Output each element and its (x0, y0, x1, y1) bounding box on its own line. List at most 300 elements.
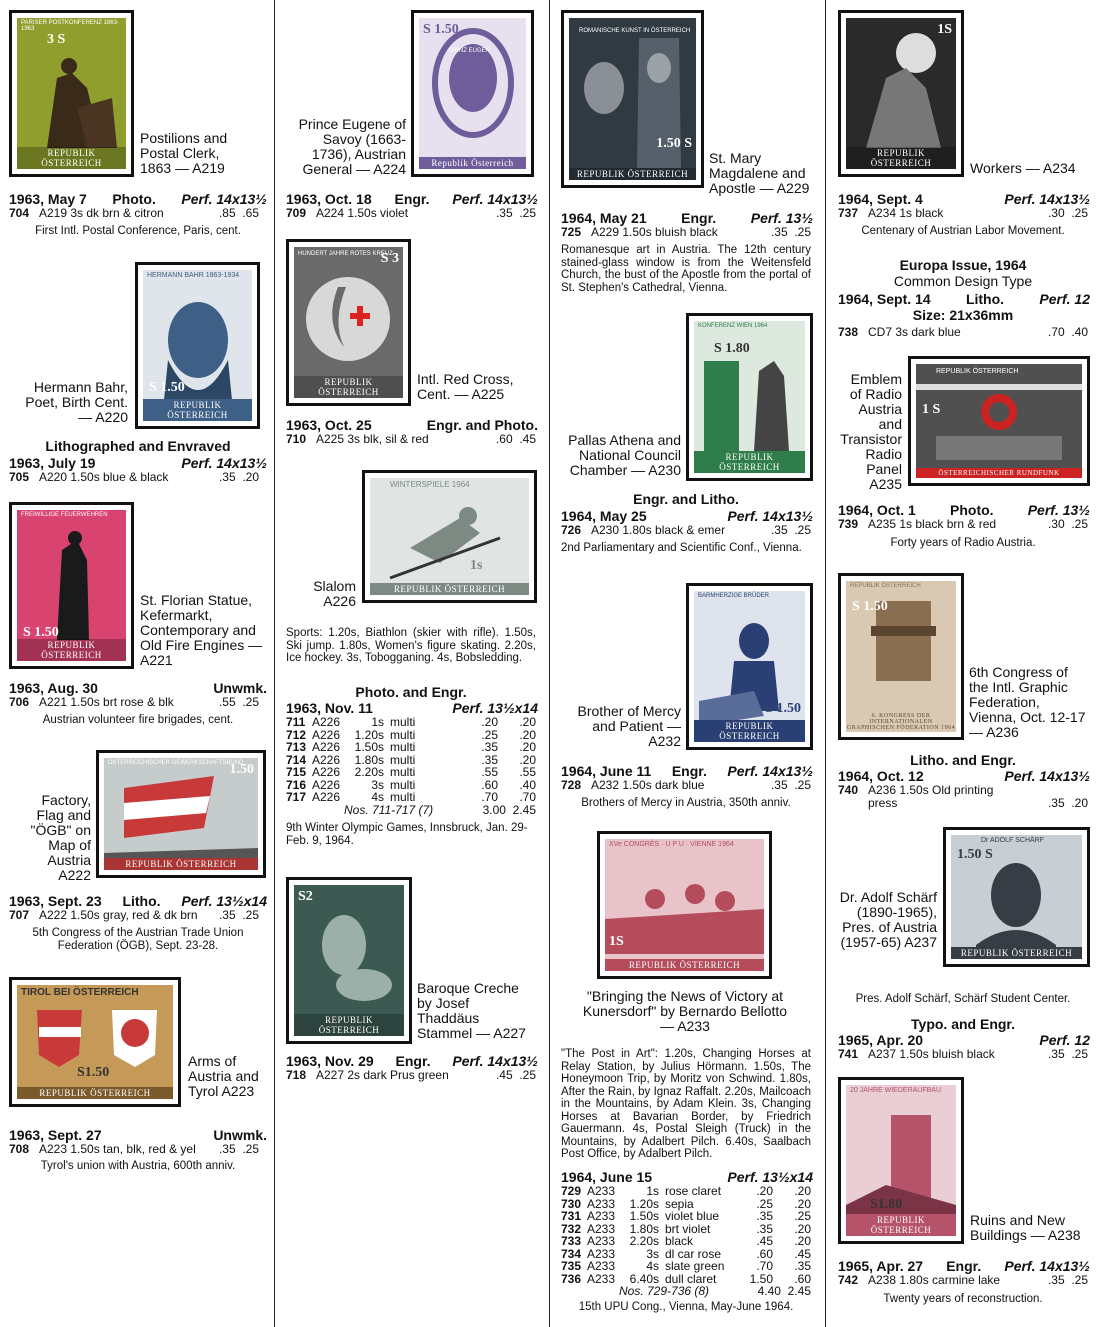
table-cell: brt violet (665, 1221, 711, 1236)
stamp-header: 20 JAHRE WIEDERAUFBAU (850, 1087, 942, 1094)
table-cell: 729 (561, 1184, 582, 1198)
catalog-desc: A222 1.50s gray, red & dk brn (39, 908, 198, 922)
catalog-desc: A236 1.50s Old printing press (868, 783, 994, 810)
catalog-number: 705 (9, 470, 30, 484)
catalog-values: .35 .25 (770, 778, 811, 792)
table-cell: 716 (286, 777, 307, 792)
table-cell: A233 (587, 1246, 616, 1261)
sports-note: Sports: 1.20s, Biathlon (skier with rifle). 1.50s, Ski jump. 1.80s, Women's figure skating. 2.20s, Ice hockey. 3s, Tobogganing. 4s, Bobsledding. (286, 627, 536, 664)
issue-note: First Intl. Postal Conference, Paris, cent. (35, 225, 241, 237)
stamp-706 (9, 502, 134, 669)
table-cell: .20 (481, 715, 498, 729)
issue-note: 5th Congress of the Austrian Trade Union Federation (ÖGB), Sept. 23-28. (32, 927, 244, 952)
catalog-desc: A229 1.50s bluish black (591, 225, 718, 239)
issue-perf: Perf. 14x13½ (727, 763, 813, 779)
table-cell: 717 (286, 790, 307, 804)
table-cell: .60 (756, 1246, 773, 1261)
table-cell: .25 (481, 727, 498, 742)
issue-perf: Perf. 14x13½ (1004, 191, 1090, 207)
table-cell: A233 (587, 1196, 616, 1211)
table-cell: 1s (646, 1184, 659, 1198)
issue-date: 1965, Apr. 27 (838, 1258, 924, 1274)
stamp-country: REPUBLIK ÖSTERREICH (17, 147, 126, 169)
issue-note: Brothers of Mercy in Austria, 350th anniv. (581, 797, 791, 809)
issue-perf: Perf. 14x13½ (1004, 768, 1090, 784)
issue-process: Engr. (395, 1053, 431, 1069)
table-cell: A233 (587, 1184, 616, 1198)
catalog-desc: A230 1.80s black & emer (591, 523, 726, 537)
stamp-header: ROMANISCHE KUNST IN ÖSTERREICH (579, 28, 691, 34)
table-row (561, 1210, 811, 1223)
stamp-caption: "Bringing the News of Victory at Kunersdorf" by Bernardo Bellotto — A233 (582, 988, 788, 1034)
table-cell: 734 (561, 1246, 582, 1261)
issue-perf: Perf. 14x13½ (452, 1053, 538, 1069)
issue-date: 1964, June 15 (561, 1169, 653, 1185)
table-cell: .20 (519, 740, 536, 754)
catalog-desc: A220 1.50s blue & black (39, 470, 169, 484)
table-cell: 4.40 2.45 (757, 1284, 811, 1298)
issue-header (9, 191, 267, 207)
catalog-values: .35 .25 (770, 225, 811, 239)
issue-perf: Perf. 13½x14 (727, 1169, 813, 1185)
stamp-caption: Emblem of Radio Austria and Transistor Radio Panel A235 (840, 371, 902, 492)
table-cell: 712 (286, 727, 307, 742)
catalog-number: 742 (838, 1273, 859, 1287)
table-row (561, 1235, 811, 1248)
stamp-header: HUNDERT JAHRE ROTES KREUZ (298, 251, 393, 257)
issue-header (838, 768, 1090, 784)
table-cell: 733 (561, 1234, 582, 1248)
stamp-711 (362, 470, 537, 603)
catalog-line (838, 518, 1088, 531)
section-title: Europa Issue, 1964 (899, 257, 1027, 273)
stamp-country: REPUBLIK ÖSTERREICH (694, 720, 805, 742)
stamp-caption: St. Florian Statue, Kefermarkt, Contemporary and Old Fire Engines — A221 (140, 592, 263, 668)
catalog-values: .85 .65 (218, 206, 259, 220)
table-cell: slate green (665, 1259, 725, 1273)
stamp-709 (411, 10, 534, 177)
table-cell: 1.80s (629, 1221, 659, 1236)
table-cell: A226 (312, 715, 341, 729)
catalog-desc: CD7 3s dark blue (868, 325, 961, 339)
stamp-740 (838, 573, 964, 740)
table-row (286, 791, 536, 804)
issue-header (838, 1258, 1090, 1274)
issue-date: 1963, July 19 (9, 455, 96, 471)
catalog-line (286, 207, 536, 220)
issue-date: 1964, Oct. 1 (838, 502, 916, 518)
stamp-707 (96, 750, 266, 878)
issue-date: 1963, Oct. 25 (286, 417, 372, 433)
table-cell: 4s (646, 1259, 659, 1273)
issue-process: Litho. (122, 893, 161, 909)
issue-header (561, 1169, 813, 1185)
issue-perf: Perf. 12 (1039, 1032, 1090, 1048)
table-cell: .25 (794, 1209, 811, 1223)
issue-header (838, 502, 1090, 518)
table-cell: .60 (481, 777, 498, 792)
catalog-number: 718 (286, 1068, 307, 1082)
stamp-caption: Intl. Red Cross, Cent. — A225 (417, 371, 514, 402)
table-cell: A233 (587, 1234, 616, 1248)
stamp-denomination: 1S (937, 22, 952, 37)
table-cell: .70 (481, 790, 498, 804)
stamp-704 (9, 10, 134, 177)
catalog-values: .60 .45 (495, 432, 536, 446)
issue-note: 2nd Parliamentary and Scientific Conf., Vienna. (561, 542, 802, 554)
catalog-values: .35 .25 (1047, 1047, 1088, 1061)
issue-header (286, 700, 538, 716)
table-cell: rose claret (665, 1184, 722, 1198)
issue-header (286, 1053, 538, 1069)
issue-perf: Perf. 14x13½ (1004, 1258, 1090, 1274)
catalog-table (286, 716, 536, 816)
table-cell: 1.50 (749, 1271, 773, 1286)
catalog-line (838, 207, 1088, 220)
table-cell: .20 (519, 715, 536, 729)
stamp-caption: Ruins and New Buildings — A238 (970, 1212, 1081, 1243)
stamp-header: HERMANN BAHR 1863-1934 (147, 272, 240, 279)
table-cell: A233 (587, 1259, 616, 1273)
stamp-country: REPUBLIK ÖSTERREICH (294, 1014, 404, 1036)
catalog-values: .55 .25 (218, 695, 259, 709)
catalog-desc: A234 1s black (868, 206, 944, 220)
table-cell: 731 (561, 1209, 582, 1223)
stamp-denomination: S 1.50 (149, 380, 185, 395)
stamp-country: REPUBLIK ÖSTERREICH (294, 376, 403, 398)
stamp-denomination: S 3 (380, 251, 399, 266)
issue-header (286, 417, 538, 433)
table-cell: dull claret (665, 1271, 717, 1286)
stamp-country: 6. KONGRESS DER INTERNATIONALEN GRAPHISCHEN FÖDERATION 1964 (846, 713, 956, 731)
catalog-desc: A223 1.50s tan, blk, red & yel (39, 1142, 196, 1156)
stamp-729 (597, 831, 772, 979)
issue-header (838, 191, 1090, 207)
catalog-values: .35 .25 (495, 206, 536, 220)
stamp-country: REPUBLIK ÖSTERREICH (846, 147, 956, 169)
stamp-header: WINTERSPIELE 1964 (390, 480, 470, 489)
issue-date: 1963, Nov. 29 (286, 1053, 374, 1069)
issue-perf: Perf. 14x13½ (452, 191, 538, 207)
table-cell: 715 (286, 765, 307, 779)
table-cell: .40 (519, 777, 536, 792)
table-cell: A226 (312, 727, 341, 742)
stamp-caption: Brother of Mercy and Patient — A232 (577, 703, 681, 749)
issue-process: Engr. (681, 210, 717, 226)
issue-header (286, 191, 538, 207)
table-cell: multi (390, 777, 416, 792)
stamp-denomination: S 1.50 (852, 599, 888, 614)
table-row (286, 766, 536, 779)
table-cell: .20 (519, 727, 536, 742)
stamp-726 (686, 313, 813, 481)
table-cell: 1.50s (629, 1209, 659, 1223)
issue-process: Litho. (965, 291, 1005, 307)
issue-date: 1963, Aug. 30 (9, 680, 98, 696)
stamp-country: Republik Österreich (419, 157, 526, 169)
catalog-desc: A235 1s black brn & red (868, 517, 997, 531)
catalog-number: 737 (838, 206, 859, 220)
stamp-denomination: 1s (470, 558, 483, 573)
stamp-caption: St. Mary Magdalene and Apostle — A229 (709, 150, 810, 196)
table-cell: 1s (371, 715, 384, 729)
stamp-header: ÖSTERREICHISCHER GEWERKSCHAFTSBUND (108, 760, 244, 766)
stamp-denomination: S 1.50 (23, 625, 59, 640)
stamp-caption: Workers — A234 (970, 160, 1076, 176)
issue-date: 1964, Sept. 14 (838, 291, 931, 307)
catalog-number: 739 (838, 517, 859, 531)
stamp-725 (561, 10, 704, 188)
table-cell: 1.20s (354, 727, 384, 742)
catalog-desc: A225 3s blk, sil & red (316, 432, 429, 446)
table-cell: .20 (794, 1221, 811, 1236)
catalog-line (9, 207, 259, 220)
table-cell: .20 (756, 1184, 773, 1198)
table-row (561, 1260, 811, 1273)
stamp-739 (908, 356, 1090, 486)
table-cell: 736 (561, 1271, 582, 1286)
catalog-line (9, 471, 259, 484)
table-cell: A226 (312, 790, 341, 804)
issue-note: 15th UPU Cong., Vienna, May-June 1964. (578, 1301, 794, 1313)
stamp-710 (286, 239, 411, 406)
table-cell: 3s (371, 777, 384, 792)
stamp-header: REPUBLIK ÖSTERREICH (936, 368, 1019, 375)
table-cell: .35 (756, 1221, 773, 1236)
issue-date: 1963, Sept. 23 (9, 893, 102, 909)
table-cell: .70 (756, 1259, 773, 1273)
catalog-line (286, 433, 536, 446)
catalog-values: .30 .25 (1047, 206, 1088, 220)
catalog-number: 728 (561, 778, 582, 792)
stamp-header: PRINZ EUGEN (449, 48, 491, 54)
catalog-number: 708 (9, 1142, 30, 1156)
stamp-741 (943, 827, 1090, 967)
issue-note: Centenary of Austrian Labor Movement. (861, 225, 1065, 237)
stamp-denomination: S 1.80 (714, 341, 750, 356)
issue-process: Engr. (946, 1258, 982, 1274)
catalog-line (561, 779, 811, 792)
stamp-denomination: 1.50 (229, 762, 254, 777)
stamp-742 (838, 1077, 964, 1244)
issue-date: 1964, May 25 (561, 508, 647, 524)
issue-header (9, 455, 267, 471)
catalog-desc: A227 2s dark Prus green (316, 1068, 449, 1082)
table-cell: .35 (794, 1259, 811, 1273)
issue-perf: Perf. 12 (1039, 291, 1090, 307)
issue-header (9, 893, 267, 909)
issue-date: 1964, Oct. 12 (838, 768, 924, 784)
issue-note: Tyrol's union with Austria, 600th anniv. (40, 1160, 236, 1172)
table-cell: .20 (519, 752, 536, 767)
table-cell: .45 (794, 1246, 811, 1261)
catalog-desc: A237 1.50s bluish black (868, 1047, 995, 1061)
catalog-number: 740 (838, 783, 859, 797)
stamp-header: REPUBLIK ÖSTERREICH (850, 583, 921, 589)
stamp-705 (135, 262, 260, 429)
catalog-values: .30 .25 (1047, 517, 1088, 531)
table-cell: multi (390, 715, 416, 729)
stamp-country: REPUBLIK ÖSTERREICH (694, 451, 805, 473)
column-rule (274, 0, 275, 1327)
catalog-values: .35 .25 (218, 1142, 259, 1156)
table-total (286, 804, 536, 817)
table-cell: A226 (312, 740, 341, 754)
table-row (286, 741, 536, 754)
issue-perf: Unwmk. (213, 1127, 267, 1143)
issue-note: Forty years of Radio Austria. (890, 537, 1036, 549)
table-cell: A226 (312, 765, 341, 779)
catalog-values: .45 .25 (495, 1068, 536, 1082)
stamp-denomination: S 1.50 (423, 22, 459, 37)
process-subhead: Engr. and Litho. (633, 491, 739, 507)
stamp-caption: Hermann Bahr, Poet, Birth Cent. — A220 (25, 379, 128, 425)
stamp-denomination: S1.80 (870, 1197, 903, 1212)
catalog-number: 707 (9, 908, 30, 922)
catalog-values: .35 .20 (218, 470, 259, 484)
issue-header (9, 680, 267, 696)
post-in-art-note: "The Post in Art": 1.20s, Changing Horses at Relay Station, by Julius Hörmann. 1.50s, The Honeymoon Trip, by Moritz von Schwind. 1.80s, After the Rain, by Ignaz Raffalt. 2.20s, Mailcoach in the Mountains, by Adam Klein. 3s, Changing Horses at Bavarian Border, by Friedrich Gauermann. 4s, Postal Sleigh (Truck) in the Mountains, by Adalbert Pilch. 6.40s, Saalbach Post Office, by Adalbert Pilch. (561, 1048, 811, 1160)
stamp-caption: Slalom A226 (313, 578, 356, 609)
stamp-708 (9, 977, 181, 1107)
table-cell: .25 (756, 1196, 773, 1211)
stamp-header: BARMHERZIGE BRÜDER (698, 593, 770, 599)
stamp-718 (286, 877, 412, 1044)
table-cell: .45 (756, 1234, 773, 1248)
catalog-number: 706 (9, 695, 30, 709)
stamp-caption: Dr. Adolf Schärf (1890-1965), Pres. of Austria (1957-65) A237 (839, 889, 937, 950)
table-cell: 711 (286, 715, 306, 729)
table-cell: 732 (561, 1221, 582, 1236)
column-rule (549, 0, 550, 1327)
table-cell: .20 (794, 1184, 811, 1198)
catalog-desc: A238 1.80s carmine lake (868, 1273, 1001, 1287)
table-row (286, 716, 536, 729)
catalog-line (838, 784, 1088, 810)
stamp-caption: 6th Congress of the Intl. Graphic Federation, Vienna, Oct. 12-17 — A236 (969, 664, 1086, 740)
process-subhead: Litho. and Engr. (910, 752, 1016, 768)
process-subhead: Typo. and Engr. (911, 1016, 1015, 1032)
table-cell: A226 (312, 777, 341, 792)
table-cell: 1.80s (354, 752, 384, 767)
table-cell: multi (390, 765, 416, 779)
issue-perf: Perf. 14x13½ (181, 455, 267, 471)
issue-process: Photo. (950, 502, 994, 518)
stamp-denomination: S 1.50 (765, 701, 801, 716)
section-subtitle: Common Design Type (893, 273, 1033, 289)
table-cell: .70 (519, 790, 536, 804)
catalog-line (838, 1274, 1088, 1287)
stamp-denomination: 1.50 S (656, 136, 692, 151)
catalog-values: .35 .25 (770, 523, 811, 537)
issue-note: Pres. Adolf Schärf, Schärf Student Center. (855, 993, 1071, 1005)
table-cell: 2.20s (629, 1234, 659, 1248)
catalog-line (561, 524, 811, 537)
issue-perf: Perf. 14x13½ (727, 508, 813, 524)
catalog-line (838, 1048, 1088, 1061)
issue-process: Engr. (671, 763, 707, 779)
column-rule (825, 0, 826, 1327)
stamp-caption: Baroque Creche by Josef Thaddäus Stammel — A227 (417, 980, 526, 1041)
table-cell: 1.50s (354, 740, 384, 754)
catalog-desc: A224 1.50s violet (316, 206, 409, 220)
stamp-country: REPUBLIK ÖSTERREICH (569, 168, 696, 180)
catalog-line (561, 226, 811, 239)
issue-header (561, 210, 813, 226)
issue-note: Austrian volunteer fire brigades, cent. (42, 714, 234, 726)
table-cell: 713 (286, 740, 307, 754)
stamp-header: TIROL BEI ÖSTERREICH (21, 987, 139, 998)
table-cell: multi (390, 740, 416, 754)
table-cell: A233 (587, 1271, 616, 1286)
table-cell: .55 (519, 765, 536, 779)
catalog-desc: A221 1.50s brt rose & blk (39, 695, 174, 709)
stamp-caption: Factory, Flag and "ÖGB" on Map of Austria A222 (30, 792, 91, 883)
issue-perf: Perf. 13½x14 (452, 700, 538, 716)
stamp-country: REPUBLIK ÖSTERREICH (846, 1214, 956, 1236)
issue-perf: Perf. 13½ (750, 210, 813, 226)
catalog-values: .35 .20 (1047, 796, 1088, 810)
table-cell: .20 (794, 1234, 811, 1248)
catalog-table (561, 1185, 811, 1298)
catalog-line (9, 1143, 259, 1156)
table-cell: Nos. 711-717 (7) (344, 802, 434, 817)
catalog-line (9, 696, 259, 709)
table-cell: multi (390, 752, 416, 767)
stamp-country: REPUBLIK ÖSTERREICH (605, 959, 764, 971)
catalog-values: .35 .25 (218, 908, 259, 922)
issue-header (561, 508, 813, 524)
issue-header (9, 1127, 267, 1143)
stamp-country: REPUBLIK ÖSTERREICH (17, 639, 126, 661)
catalog-desc: A219 3s dk brn & citron (39, 206, 164, 220)
issue-date: 1964, Sept. 4 (838, 191, 923, 207)
catalog-line (286, 1069, 536, 1082)
issue-process: Photo. (112, 191, 156, 207)
process-subhead: Lithographed and Envraved (45, 438, 231, 454)
catalog-line (838, 326, 1088, 339)
issue-date: 1965, Apr. 20 (838, 1032, 924, 1048)
issue-perf: Unwmk. (213, 680, 267, 696)
stamp-denomination: 1.50 S (957, 847, 993, 862)
stamp-denomination: S1.50 (77, 1065, 110, 1080)
catalog-number: 710 (286, 432, 307, 446)
table-cell: multi (390, 727, 416, 742)
table-cell: 4s (371, 790, 384, 804)
stamp-denomination: S2 (298, 889, 313, 904)
stamp-737 (838, 10, 964, 177)
stamp-denomination: 3 S (47, 32, 66, 47)
stamp-size: Size: 21x36mm (912, 307, 1014, 323)
catalog-number: 738 (838, 325, 859, 339)
stamp-caption: Prince Eugene of Savoy (1663-1736), Austrian General — A224 (298, 116, 406, 177)
issue-header (838, 1032, 1090, 1048)
table-cell: 730 (561, 1196, 582, 1211)
table-cell: .35 (481, 740, 498, 754)
issue-date: 1963, Nov. 11 (286, 700, 373, 716)
catalog-values: .35 .25 (1047, 1273, 1088, 1287)
stamp-country: REPUBLIK ÖSTERREICH (104, 858, 258, 870)
table-cell: A226 (312, 752, 341, 767)
table-cell: Nos. 729-736 (8) (619, 1284, 710, 1298)
table-cell: 2.20s (354, 765, 384, 779)
stamp-header: Dr ADOLF SCHÄRF (981, 837, 1045, 844)
table-cell: .60 (794, 1271, 811, 1286)
issue-date: 1963, Sept. 27 (9, 1127, 102, 1143)
stamp-caption: Pallas Athena and National Council Chamber — A230 (568, 432, 681, 478)
table-cell: multi (390, 790, 416, 804)
table-cell: 3.00 2.45 (482, 802, 536, 817)
